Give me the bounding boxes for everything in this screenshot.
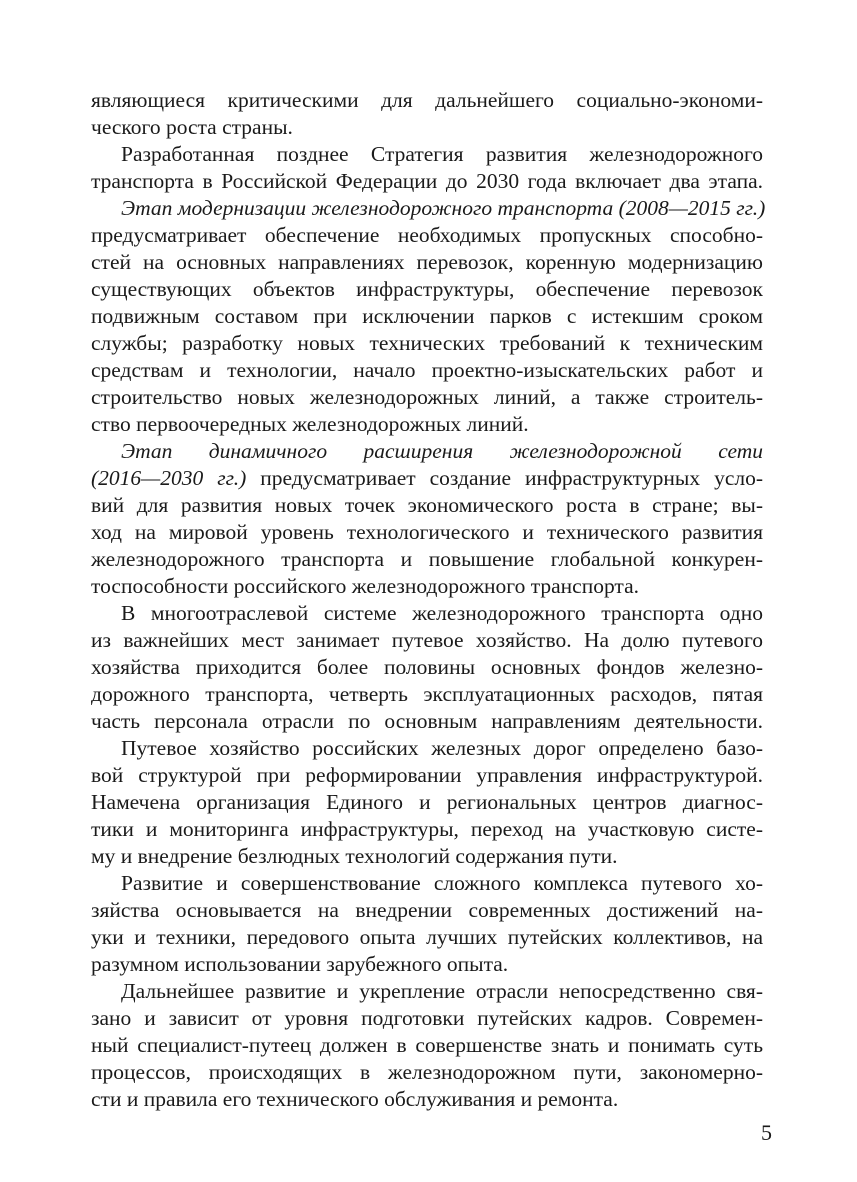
text-line: ход на мировой уровень технологического и технического развития [91,520,763,544]
text-line: вой структурой при реформировании управления инфраструктурой. [91,763,763,787]
italic-years: (2016—2030 гг.) [91,466,247,490]
text-line: строительство новых железнодорожных линий, а также строитель- [91,385,763,409]
page-body [91,87,766,1113]
text-line: зяйства основывается на внедрении современных достижений на- [91,898,763,922]
text-line: службы; разработку новых технических требований к техническим [91,331,763,355]
text-line: зано и зависит от уровня подготовки путейских кадров. Современ- [91,1006,763,1030]
text-line: ство первоочередных железнодорожных линий. [91,412,529,436]
text-line: сти и правила его технического обслуживания и ремонта. [91,1087,619,1111]
text-line: уки и техники, передового опыта лучших путейских коллективов, на [91,925,763,949]
text-line: вий для развития новых точек экономического роста в стране; вы- [91,493,763,517]
text-span: предусматривает создание инфраструктурных усло- [246,466,764,490]
italic-heading-line: Этап динамичного расширения железнодорожной сети [121,439,763,463]
text-line: хозяйства приходится более половины основных фондов железно- [91,655,763,679]
text-line: Путевое хозяйство российских железных дорог определено базо- [121,736,763,760]
text-line: являющиеся критическими для дальнейшего социально-экономи- [91,88,763,112]
text-line: процессов, происходящих в железнодорожном пути, закономерно- [91,1060,763,1084]
page-number: 5 [761,1120,772,1145]
text-line: стей на основных направлениях перевозок, коренную модернизацию [91,250,763,274]
text-line: Развитие и совершенствование сложного комплекса путевого хо- [121,871,763,895]
text-line: существующих объектов инфраструктуры, обеспечение перевозок [91,277,763,301]
text-line: из важнейших мест занимает путевое хозяйство. На долю путевого [91,628,763,652]
text-line: тоспособности российского железнодорожного транспорта. [91,574,640,598]
text-line: предусматривает обеспечение необходимых пропускных способно- [91,223,763,247]
text-line: му и внедрение безлюдных технологий содержания пути. [91,844,618,868]
text-line: железнодорожного транспорта и повышение глобальной конкурен- [91,547,763,571]
text-line: В многоотраслевой системе железнодорожного транспорта одно [121,601,763,625]
text-line: дорожного транспорта, четверть эксплуатационных расходов, пятая [91,682,763,706]
text-line: ческого роста страны. [91,115,293,139]
italic-heading-line: Этап модернизации железнодорожного транспорта (2008—2015 гг.) [121,196,766,220]
text-line: транспорта в Российской Федерации до 2030 года включает два этапа. [91,169,763,193]
text-line: часть персонала отрасли по основным направлениям деятельности. [91,709,763,733]
text-line: разумном использовании зарубежного опыта. [91,952,509,976]
text-line: Разработанная позднее Стратегия развития железнодорожного [121,142,763,166]
text-line: тики и мониторинга инфраструктуры, переход на участковую систе- [91,817,763,841]
text-line: ный специалист-путеец должен в совершенстве знать и понимать суть [91,1033,763,1057]
text-line [91,465,763,492]
text-line: подвижным составом при исключении парков с истекшим сроком [91,304,763,328]
text-line: Намечена организация Единого и региональных центров диагнос- [91,790,763,814]
text-line: средствам и технологии, начало проектно-изыскательских работ и [91,358,763,382]
text-line: Дальнейшее развитие и укрепление отрасли непосредственно свя- [121,979,763,1003]
